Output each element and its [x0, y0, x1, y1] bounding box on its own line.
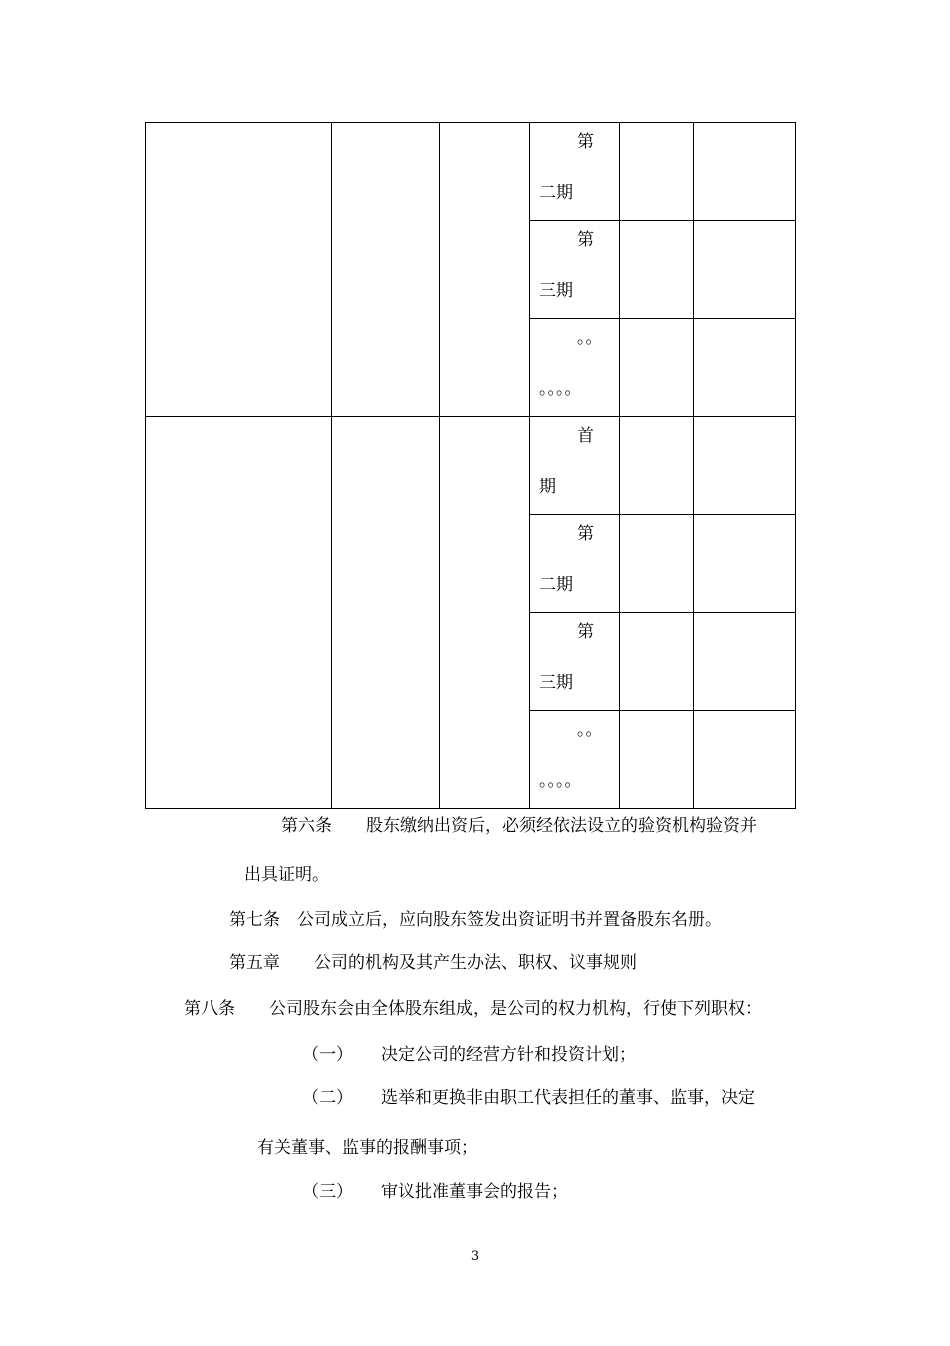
period-date-cell [694, 417, 796, 515]
ellipsis-line2: 。。。。 [539, 771, 582, 791]
period-amount-cell [620, 417, 694, 515]
period-label-line2: 二期 [539, 575, 573, 595]
article-7 [229, 905, 722, 930]
period-label-line1: 第 [577, 622, 594, 642]
chapter-5-label: 第五章 [229, 953, 280, 973]
item-1 [302, 1040, 636, 1065]
period-amount-cell [620, 711, 694, 809]
chapter-5-title: 公司的机构及其产生办法、职权、议事规则 [314, 953, 637, 973]
contribution-method-cell [440, 123, 530, 417]
period-date-cell [694, 319, 796, 417]
item-text: 决定公司的经营方针和投资计划； [381, 1045, 636, 1065]
table-row [146, 123, 796, 221]
item-2-continuation: 有关董事、监事的报酬事项； [257, 1138, 478, 1158]
article-8-text: 公司股东会由全体股东组成，是公司的权力机构，行使下列职权： [269, 999, 762, 1019]
period-label-line2: 二期 [539, 183, 573, 203]
ellipsis-line1: 。。 [577, 328, 603, 348]
item-text: 选举和更换非由职工代表担任的董事、监事，决定 [381, 1088, 755, 1108]
contribution-amount-cell [332, 417, 440, 809]
period-date-cell [694, 515, 796, 613]
article-6-label: 第六条 [281, 816, 332, 836]
ellipsis-line2: 。。。。 [539, 379, 582, 399]
period-date-cell [694, 221, 796, 319]
contribution-amount-cell [332, 123, 440, 417]
item-number: （三） [302, 1182, 353, 1202]
period-date-cell [694, 711, 796, 809]
article-6-continuation: 出具证明。 [244, 865, 329, 885]
item-number: （一） [302, 1045, 353, 1065]
period-amount-cell [620, 123, 694, 221]
article-6 [281, 811, 757, 836]
period-amount-cell [620, 613, 694, 711]
capital-contribution-table [145, 122, 796, 809]
item-2 [302, 1083, 755, 1108]
period-date-cell [694, 613, 796, 711]
period-amount-cell [620, 515, 694, 613]
article-6-text: 股东缴纳出资后，必须经依法设立的验资机构验资并 [366, 816, 757, 836]
item-number: （二） [302, 1088, 353, 1108]
period-cell [530, 417, 620, 515]
period-label-line2: 期 [539, 477, 556, 497]
period-cell [530, 221, 620, 319]
period-label-line2: 三期 [539, 281, 573, 301]
shareholder-name-cell [146, 123, 332, 417]
period-label-line1: 第 [577, 132, 594, 152]
page-number: 3 [470, 1249, 480, 1264]
period-cell [530, 123, 620, 221]
period-amount-cell [620, 319, 694, 417]
period-label-line2: 三期 [539, 673, 573, 693]
period-label-line1: 首 [577, 426, 594, 446]
period-cell [530, 711, 620, 809]
period-cell [530, 515, 620, 613]
period-label-line1: 第 [577, 524, 594, 544]
shareholder-name-cell [146, 417, 332, 809]
period-label-line1: 第 [577, 230, 594, 250]
period-date-cell [694, 123, 796, 221]
article-8-label: 第八条 [184, 999, 235, 1019]
article-7-text: 公司成立后，应向股东签发出资证明书并置备股东名册。 [297, 910, 722, 930]
period-cell [530, 319, 620, 417]
item-text: 审议批准董事会的报告； [381, 1182, 568, 1202]
article-7-label: 第七条 [229, 910, 280, 930]
article-8 [184, 994, 762, 1019]
period-amount-cell [620, 221, 694, 319]
chapter-5-heading [229, 948, 637, 973]
contribution-method-cell [440, 417, 530, 809]
ellipsis-line1: 。。 [577, 720, 603, 740]
period-cell [530, 613, 620, 711]
item-3 [302, 1177, 568, 1202]
table-row [146, 417, 796, 515]
